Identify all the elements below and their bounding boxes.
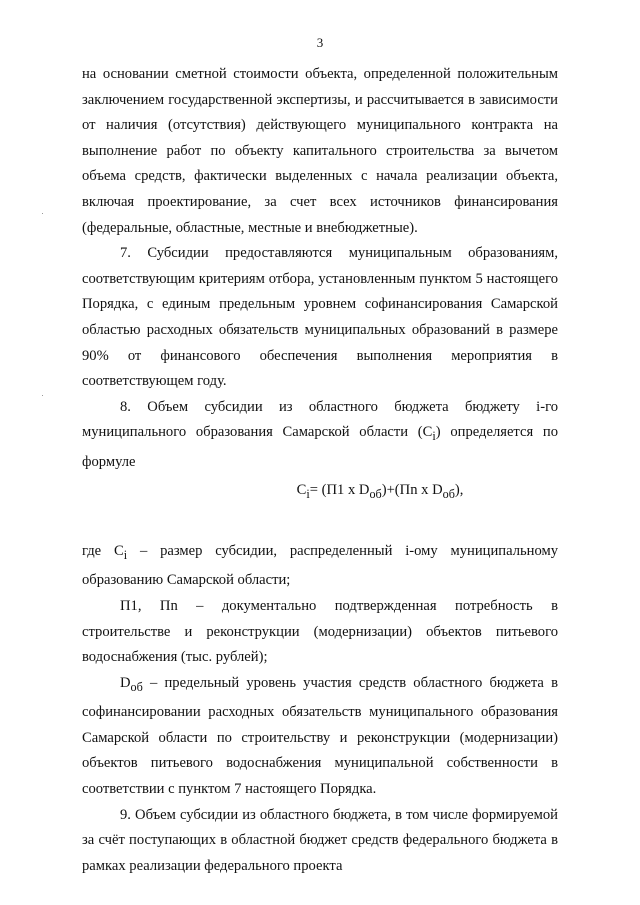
formula xyxy=(82,478,558,508)
scan-speck xyxy=(42,213,43,214)
formula-left: C xyxy=(296,482,307,499)
formula-left-subscript: i xyxy=(306,487,310,502)
paragraph-8-end: ) определяется по формуле xyxy=(82,424,558,470)
definition-d-pre: D xyxy=(120,674,131,691)
definition-d-post: – предельный уровень участия средств областного бюджета в софинансировании расходных обязательств муниципального образования Самарской области по строительству и реконструкции (модернизации) объектов питьевого водоснабжения муниципальной собственности в соответствии с пунктом 7 настоящего Порядка. xyxy=(82,674,558,798)
paragraph-7: 7. Субсидии предоставляются муниципальным образованиям, соответствующим критериям отбора, установленным пунктом 5 настоящего Порядка, с единым предельным уровнем софинансирования Самарской областью расходных обязательств муниципальных образований в размере 90% от финансового обеспечения выполнения мероприятия в соответствующем году. xyxy=(82,245,558,390)
definition-c-pre: где C xyxy=(82,542,124,559)
formula-end: ), xyxy=(454,482,464,499)
paragraph-8-text: 8. Объем субсидии из областного бюджета бюджету i-го муниципального образования Самарской области (C xyxy=(82,398,558,441)
scan-speck xyxy=(42,395,43,396)
definition-p: П1, Пn – документально подтвержденная потребность в строительстве и реконструкции (модернизации) объектов питьевого водоснабжения (тыс. рублей); xyxy=(82,598,558,666)
definition-d xyxy=(82,671,558,803)
formula-mid: )+(Пn x D xyxy=(381,482,443,499)
formula-d-subscript-2: об xyxy=(442,487,455,502)
formula-eq: = (П1 x D xyxy=(309,482,370,499)
paragraph-9: 9. Объем субсидии из областного бюджета, в том числе формируемой за счёт поступающих в областной бюджет средств федерального бюджета в рамках реализации федерального проекта xyxy=(82,806,558,874)
definition-c-post: – размер субсидии, распределенный i-ому муниципальному образованию Самарской области; xyxy=(82,542,559,589)
definition-d-subscript: об xyxy=(130,679,143,694)
document-body xyxy=(82,62,558,879)
paragraph-8-subscript: i xyxy=(432,429,436,444)
formula-d-subscript-1: об xyxy=(369,487,382,502)
page-number: 3 xyxy=(316,35,324,50)
paragraph-continuation: на основании сметной стоимости объекта, определенной положительным заключением государственной экспертизы, и рассчитывается в зависимости от наличия (отсутствия) действующего муниципального контракта на выполнение работ по объекту капитального строительства за вычетом объема средств, фактически выделенных с начала реализации объекта, включая проектирование, за счет всех источников финансирования (федеральные, областные, местные и внебюджетные). xyxy=(82,66,558,236)
paragraph-8 xyxy=(82,395,558,476)
definition-c xyxy=(82,539,558,594)
definition-c-subscript: i xyxy=(123,547,128,562)
